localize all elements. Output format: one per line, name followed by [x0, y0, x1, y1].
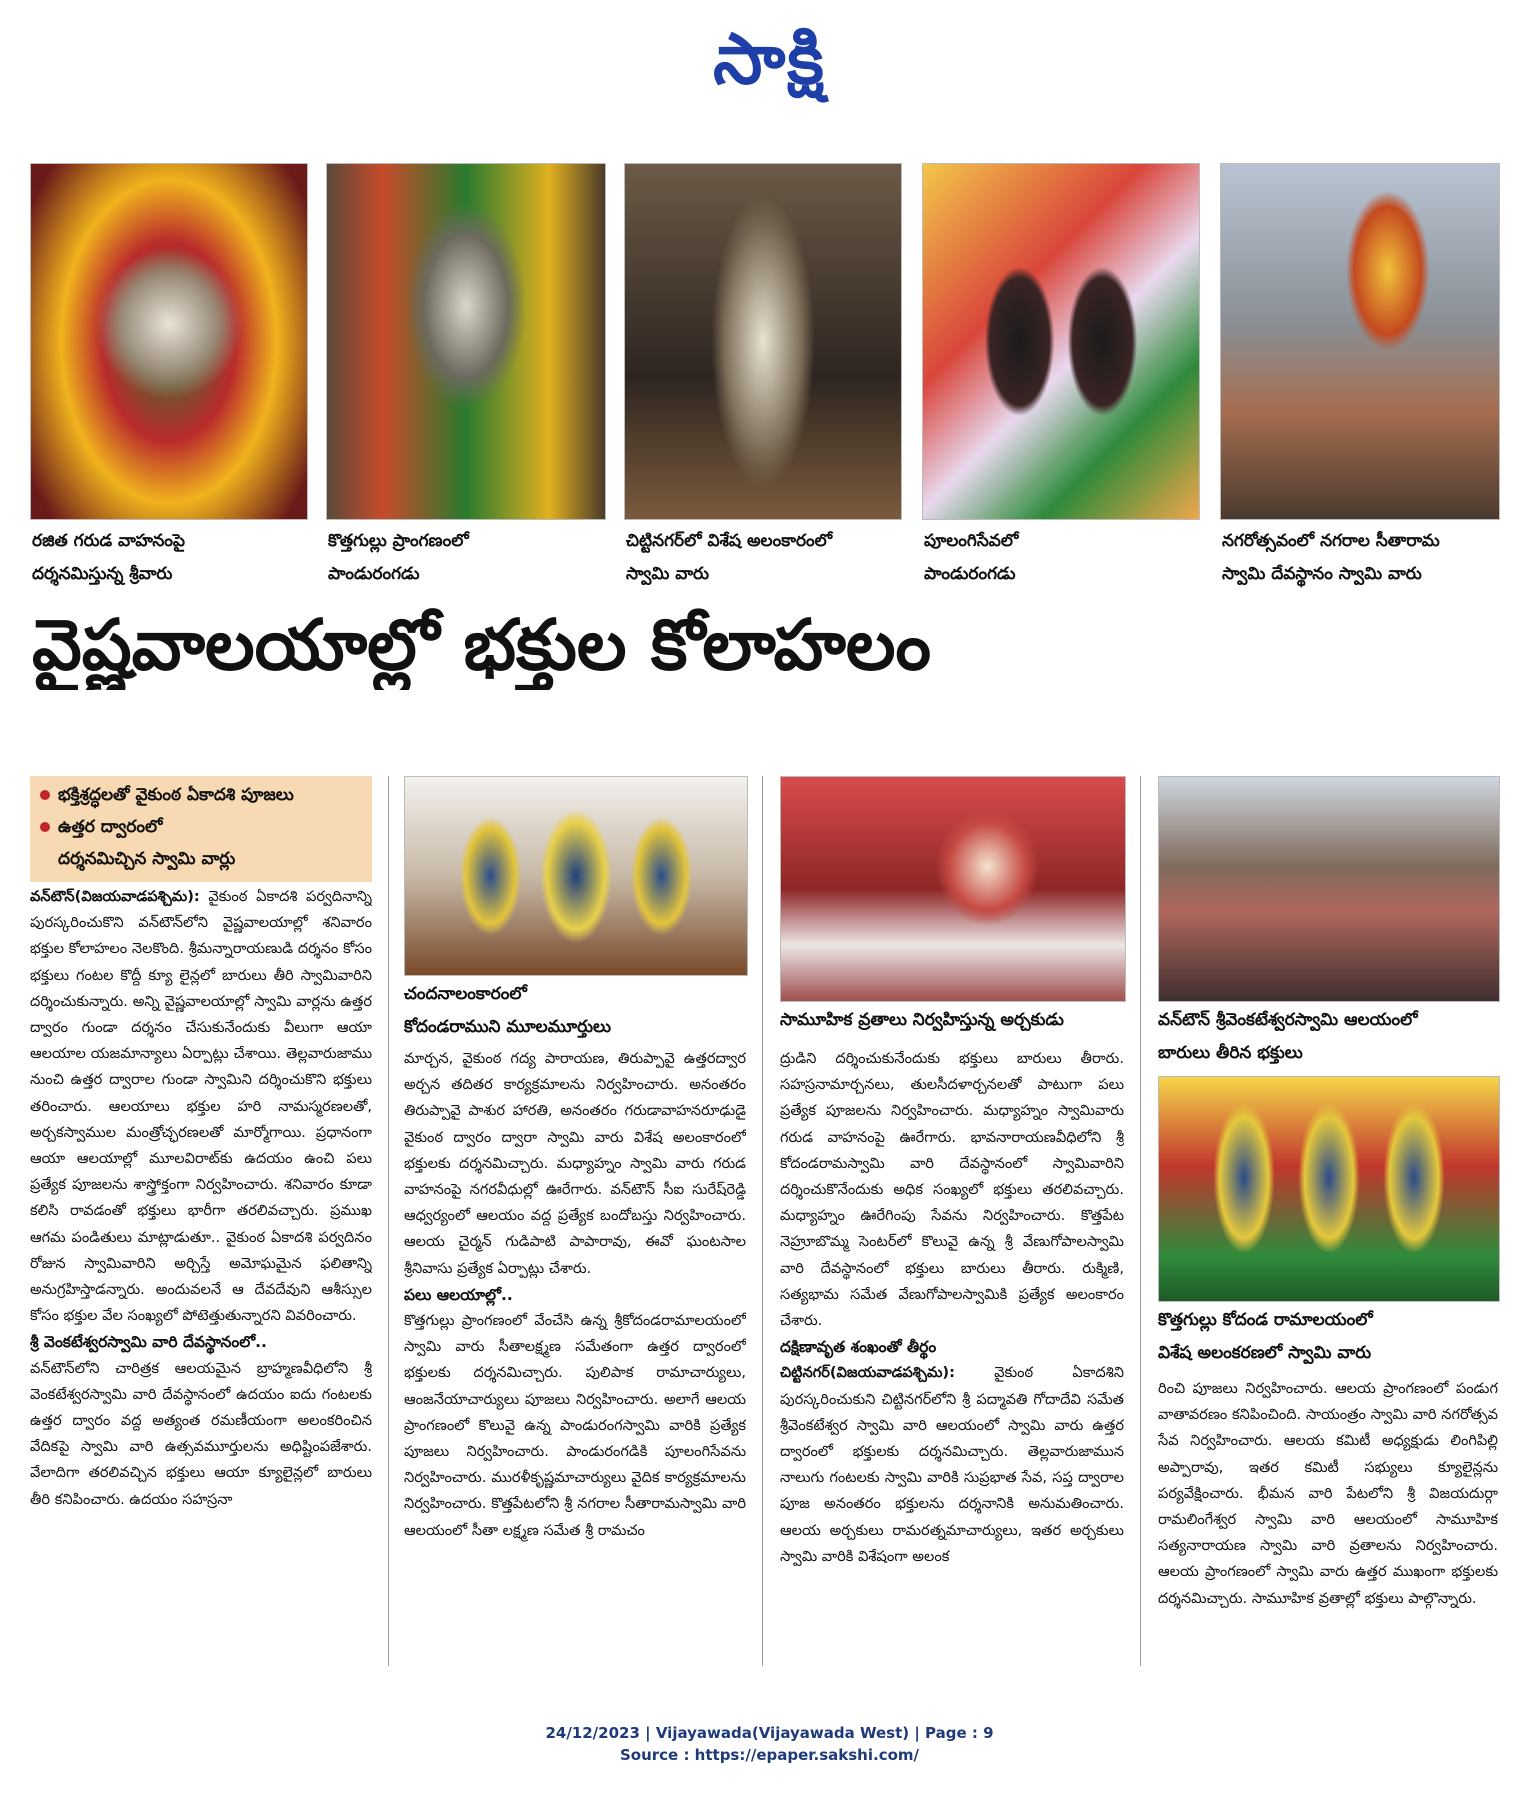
article-column-4: [1158, 1376, 1498, 1666]
article-column-2: [404, 1046, 746, 1666]
paragraph: వన్‌టౌన్‌లోని చారిత్రక ఆలయమైన బ్రాహ్మణవీధిలోని శ్రీ వెంకటేశ్వరస్వామి వారి దేవస్థానంలో ఉదయం ఐదు గంటలకు ఉత్తర ద్వారం వద్ద అత్యంత రమణీయంగా అలంకరించిన వేదికపై స్వామి వారి ఉత్సవమూర్తులను అధిష్టింపజేశారు. వేలాదిగా తరలివచ్చిన భక్తులు ఆయా క్యూలైన్లలో బారులు తీరి కనిపించారు. ఉదయం సహస్రనా: [30, 1359, 372, 1508]
photo-caption: కొత్తగుల్లు ప్రాంగణంలో పాండురంగడు: [328, 531, 469, 584]
column-divider: [762, 776, 763, 1666]
paragraph: వైకుంఠ ఏకాదశి పర్వదినాన్ని పురస్కరించుకొని వన్‌టౌన్‌లోని వైష్ణవాలయాల్లో శనివారం భక్తుల కోలాహలం నెలకొంది. శ్రీమన్నారాయణుడి దర్శనం కోసం భక్తులు గంటల కొద్దీ క్యూ లైన్లలో బారులు తీరి స్వామివారిని దర్శించుకున్నారు. అన్ని వైష్ణవాలయాల్లో స్వామి వార్లను ఉత్తర ద్వారం గుండా దర్శనం చేసుకునేందుకు వీలుగా ఆయా ఆలయాల యజమాన్యాలు ఏర్పాట్లు చేశాయి. తెల్లవారుజాము నుంచి ఉత్తర ద్వారాల గుండా స్వామిని దర్శించుకొని భక్తులు తరించారు. ఆలయాలు భక్తుల హరి నామస్మరణలతో, అర్చకస్వాముల మంత్రోచ్ఛరణలతో మార్మోగాయి. ప్రధానంగా ఆయా ఆలయాల్లో మూలవిరాట్‌కు ఉదయం ఉంచి పలు ప్రత్యేక పూజలను శాస్త్రోక్తంగా నిర్వహించారు. శనివారం కూడా కలిసి రావడంతో భక్తులు భారీగా తరలివచ్చారు. ప్రముఖ ఆగమ పండితులు మాట్లాడుతూ.. వైకుంఠ ఏకాదశి పర్వదినం రోజున స్వామివారిని అర్చిస్తే అమోఘమైన ఫలితాన్ని అనుగ్రహిస్తాడన్నారు. అందువలనే ఆ దేవదేవుని ఆశీస్సుల కోసం భక్తుల వేల సంఖ్యలో పోటెత్తుతున్నారని వివరించారు.: [30, 888, 372, 1325]
photo-caption: కొత్తగుల్లు కోదండ రామాలయంలో విశేష అలంకరణలో స్వామి వారు: [1158, 1310, 1373, 1363]
photo-poolangi-seva: [922, 163, 1200, 520]
photo-kodanda-ramalayam: [1158, 1076, 1500, 1302]
paragraph: మార్చన, వైకుంఠ గద్య పారాయణ, తిరుప్పావై ఉత్తరద్వార అర్చన తదితర కార్యక్రమాలను నిర్వహించారు. అనంతరం తిరుప్పావై పాశుర హారతి, అనంతరం గరుడావాహనరూఢుడై వైకుంఠ ద్వారం ద్వారా స్వామి వారు విశేష అలంకారంలో భక్తులకు దర్శనమిచ్చారు. మధ్యాహ్నం స్వామి వారు గరుడ వాహనంపై నగరవీధుల్లో ఊరేగారు. వన్‌టౌన్ సీఐ సురేష్‌రెడ్డి ఆధ్వర్యంలో ఆలయం వద్ద ప్రత్యేక బందోబస్తు నిర్వహించారు. ఆలయ చైర్మన్ గుడిపాటి పాపారావు, ఈవో ఘంటసాల శ్రీనివాసు ప్రత్యేక ఏర్పాట్లు చేశారు.: [404, 1050, 746, 1277]
paragraph: కొత్తగుల్లు ప్రాంగణంలో వేంచేసి ఉన్న శ్రీకోదండరామాలయంలో స్వామి వారు సీతాలక్ష్మణ సమేతంగా ఉత్తర ద్వారంలో భక్తులకు దర్శనమిచ్చారు. పులిపాక రామాచార్యులు, ఆంజనేయాచార్యులు పూజలు నిర్వహించారు. అలాగే ఆలయ ప్రాంగణంలో కొలువై ఉన్న పాండురంగస్వామి వారికి ప్రత్యేక పూజలు నిర్వహించారు. పాండురంగడికి పూలంగిసేవను నిర్వహించారు. మురళీకృష్ణమాచార్యులు వైదిక కార్యక్రమాలను నిర్వహించారు. కొత్తపేటలోని శ్రీ నగరాల సీతారామస్వామి వారి ఆలయంలో సీతా లక్ష్మణ సమేత శ్రీ రామచం: [404, 1312, 746, 1539]
paragraph: రించి పూజలు నిర్వహించారు. ఆలయ ప్రాంగణంలో పండుగ వాతావరణం కనిపించింది. సాయంత్రం స్వామి వారి నగరోత్సవ సేవ నిర్వహించారు. ఆలయ కమిటీ అధ్యక్షుడు లింగిపిల్లి అప్పారావు, ఇతర కమిటీ సభ్యులు క్యూలైన్లను పర్యవేక్షించారు. భీమన వారి పేటలోని శ్రీ విజయదుర్గా రామలింగేశ్వర స్వామి వారి ఆలయంలో సామూహిక సత్యనారాయణ స్వామి వారి వ్రతాలను నిర్వహించారు. ఆలయ ప్రాంగణంలో స్వామి వారు ఉత్తర ముఖంగా భక్తులకు దర్శనమిచ్చారు. సామూహిక వ్రతాల్లో భక్తులు పాల్గొన్నారు.: [1158, 1380, 1498, 1607]
highlight-item: ఉత్తర ద్వారంలో: [40, 812, 162, 842]
article-column-3: [780, 1046, 1124, 1666]
photo-caption: పూలంగిసేవలో పాండురంగడు: [924, 531, 1019, 584]
headline: వైష్ణవాలయాల్లో భక్తుల కోలాహలం: [32, 604, 931, 686]
photo-caption: రజిత గరుడ వాహనంపై దర్శనమిస్తున్న శ్రీవారు: [32, 531, 185, 584]
footer-edition: 24/12/2023 | Vijayawada(Vijayawada West) | Page : 9: [545, 1724, 994, 1742]
footer-source: Source : https://epaper.sakshi.com/: [619, 1746, 919, 1764]
photo-caption: సామూహిక వ్రతాలు నిర్వహిస్తున్న అర్చకుడు: [780, 1010, 1064, 1030]
photo-nagarotsavam: [1220, 163, 1500, 520]
masthead: [0, 18, 1539, 117]
photo-chittinagar-alankaram: [624, 163, 902, 520]
photo-kothagullu-pandurangadu: [326, 163, 606, 520]
highlights-box: [30, 776, 372, 882]
dateline: చిట్టినగర్(విజయవాడపశ్చిమ):: [780, 1364, 955, 1382]
photo-chandanalankaram: [404, 776, 748, 976]
photo-caption: చిట్టినగర్‌లో విశేష అలంకారంలో స్వామి వారు: [626, 531, 833, 584]
dateline: వన్‌టౌన్(విజయవాడపశ్చిమ):: [30, 888, 200, 905]
article-column-1: [30, 884, 372, 1664]
subheading: పలు ఆలయాల్లో..: [404, 1285, 513, 1304]
subheading: దక్షిణావృత శంఖంతో తీర్థం: [780, 1338, 937, 1357]
subheading: శ్రీ వెంకటేశ్వరస్వామి వారి దేవస్థానంలో..: [30, 1333, 267, 1352]
photo-caption: వన్‌టౌన్ శ్రీవెంకటేశ్వరస్వామి ఆలయంలో బారులు తీరిన భక్తులు: [1158, 1010, 1418, 1063]
masthead-logo: సాక్షి: [713, 18, 826, 100]
footer: [0, 1722, 1539, 1766]
photo-samuhika-vratam: [780, 776, 1126, 1002]
highlight-item: భక్తిశ్రద్ధలతో వైకుంఠ ఏకాదశి పూజలు: [40, 780, 294, 810]
bullet-icon: [40, 790, 50, 800]
photo-caption: నగరోత్సవంలో నగరాల సీతారామ స్వామి దేవస్థానం స్వామి వారు: [1222, 531, 1440, 584]
paragraph: వైకుంఠ ఏకాదశిని పురస్కరించుకుని చిట్టినగర్‌లోని శ్రీ పద్మావతి గోదాదేవి సమేత శ్రీవెంకటేశ్వర స్వామి వారి ఆలయంలో స్వామి వారు ఉత్తర ద్వారంలో భక్తులకు దర్శనమిచ్చారు. తెల్లవారుజామున నాలుగు గంటలకు స్వామి వారికి సుప్రభాత సేవ, సప్త ద్వారాల పూజ అనంతరం భక్తులను దర్శనానికి అనుమతించారు. ఆలయ అర్చకులు రామరత్నమాచార్యులు, ఇతర అర్చకులు స్వామి వారికి విశేషంగా అలంక: [780, 1364, 1124, 1565]
paragraph: ద్రుడిని దర్శించుకునేందుకు భక్తులు బారులు తీరారు. సహస్రనామార్చనలు, తులసీదళార్చనలతో పాటుగా పలు ప్రత్యేక పూజలను నిర్వహించారు. మధ్యాహ్నం స్వామివారు గరుడ వాహనంపై ఊరేగారు. భావనారాయణవీధిలోని శ్రీ కోదండరామస్వామి వారి దేవస్థానంలో స్వామివారిని దర్శించుకొనేందుకు అధిక సంఖ్యలో భక్తులు తరలివచ్చారు. మధ్యాహ్నం ఊరేగింపు సేవను నిర్వహించారు. కొత్తపేట నెహ్రూబొమ్మ సెంటర్‌లో కొలువై ఉన్న శ్రీ వేణుగోపాలస్వామి వారి దేవస్థానంలో భక్తులు బారులు తీరారు. రుక్మిణి, సత్యభామ సమేత వేణుగోపాలస్వామికి ప్రత్యేక అలంకారం చేశారు.: [780, 1050, 1124, 1330]
column-divider: [1140, 776, 1141, 1666]
column-divider: [388, 776, 389, 1666]
photo-garuda-vahanam: [30, 163, 308, 520]
photo-devotees-queue: [1158, 776, 1500, 1002]
highlight-item: దర్శనమిచ్చిన స్వామి వార్లు: [58, 849, 236, 869]
bullet-icon: [40, 822, 50, 832]
photo-caption: చందనాలంకారంలో కోదండరాముని మూలమూర్తులు: [404, 984, 611, 1037]
